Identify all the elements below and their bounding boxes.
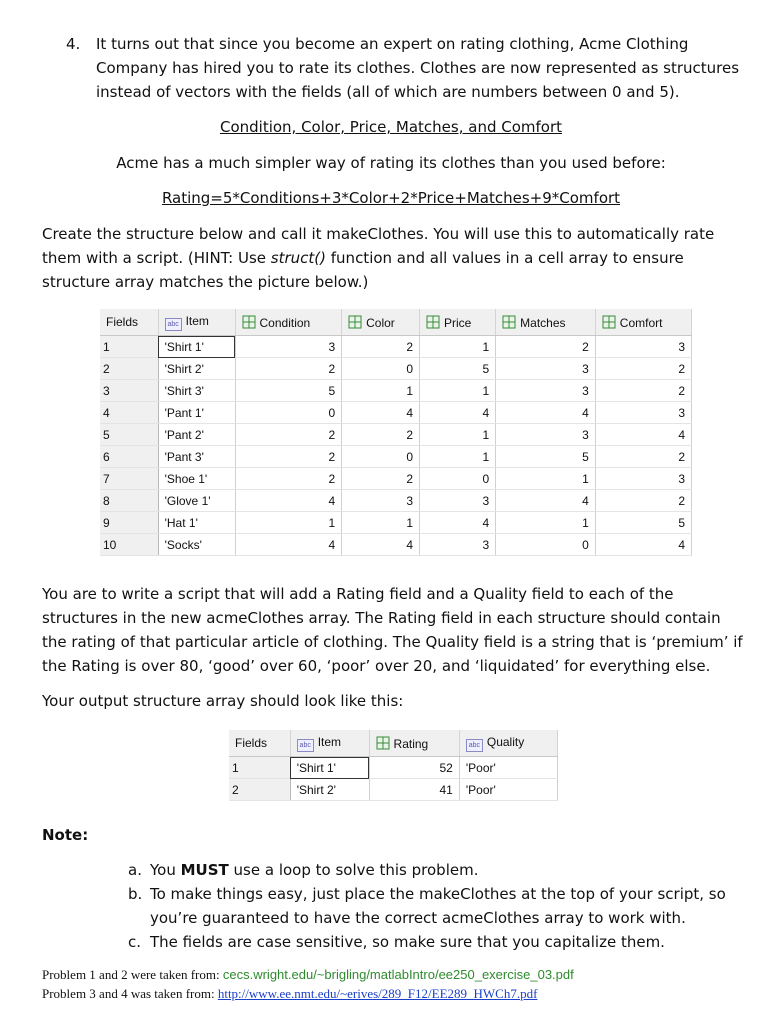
table-row (100, 490, 692, 512)
output-line: Your output structure array should look like this: (42, 692, 404, 710)
table-row (100, 424, 692, 446)
make-clothes-table (100, 309, 692, 556)
note-label: Note: (42, 826, 89, 844)
table-cell[interactable]: 'Socks' (158, 534, 235, 556)
grid-icon (376, 736, 390, 750)
grid-icon (502, 315, 516, 329)
table-cell[interactable]: 2 (595, 446, 691, 468)
note-list (128, 858, 740, 954)
abc-icon: abc (297, 739, 314, 752)
table-cell[interactable]: 2 (595, 358, 691, 380)
table-cell[interactable]: 1 (420, 336, 496, 358)
table-cell[interactable]: 1 (420, 424, 496, 446)
table-cell[interactable]: 2 (235, 468, 342, 490)
table-cell[interactable]: 1 (342, 512, 420, 534)
table-cell[interactable]: 4 (496, 490, 596, 512)
note-item (128, 930, 740, 954)
table-cell[interactable]: 'Shirt 1' (158, 336, 235, 358)
table-cell[interactable]: 0 (342, 358, 420, 380)
table-cell[interactable]: 3 (595, 402, 691, 424)
column-header-label: Fields (235, 736, 268, 750)
table-cell[interactable]: 2 (595, 490, 691, 512)
table-cell[interactable]: 4 (342, 534, 420, 556)
table-cell[interactable]: 5 (420, 358, 496, 380)
create-paragraph (42, 222, 746, 294)
table-cell[interactable]: 'Hat 1' (158, 512, 235, 534)
table-cell[interactable]: 0 (342, 446, 420, 468)
table-cell[interactable]: 2 (235, 424, 342, 446)
table-cell[interactable]: 'Shirt 2' (158, 358, 235, 380)
table-cell[interactable]: 5 (496, 446, 596, 468)
table-cell[interactable]: 4 (595, 424, 691, 446)
table-cell[interactable]: 5 (595, 512, 691, 534)
grid-icon (426, 315, 440, 329)
script-paragraph: You are to write a script that will add a Rating field and a Quality field to each of the structures in the new acmeClothes array. The Rating field in each structure should contain the rating of that particular article of clothing. The Quality field is a string that is ‘premium’ if the Rating is over 80, ‘good’ over 60, ‘poor’ over 20, and ‘liquidated’ for everything else. (42, 585, 743, 675)
column-header-label: Color (366, 315, 395, 330)
table-cell[interactable]: 4 (342, 402, 420, 424)
row-number: 7 (100, 468, 158, 490)
column-header-label: Condition (259, 315, 311, 330)
row-number: 1 (229, 757, 290, 779)
formula-line: Rating=5*Conditions+3*Color+2*Price+Matches+9*Comfort (161, 189, 621, 207)
grid-icon (348, 315, 362, 329)
table-cell[interactable]: 'Shoe 1' (158, 468, 235, 490)
note-item-emphasis: MUST (180, 861, 229, 879)
table-row (100, 358, 692, 380)
abc-icon: abc (165, 318, 182, 331)
table-cell[interactable]: 2 (342, 424, 420, 446)
note-item-text: The fields are case sensitive, so make sure that you capitalize them. (150, 933, 665, 951)
fields-line: Condition, Color, Price, Matches, and Comfort (219, 118, 563, 136)
table-row (100, 534, 692, 556)
abc-icon: abc (466, 739, 483, 752)
table-cell[interactable]: 4 (420, 402, 496, 424)
table-cell[interactable]: 52 (369, 757, 459, 779)
note-item (128, 858, 740, 882)
note-item (128, 882, 740, 930)
table-cell[interactable]: 2 (342, 468, 420, 490)
table-cell[interactable]: 'Pant 1' (158, 402, 235, 424)
table-cell[interactable]: 3 (342, 490, 420, 512)
table-cell[interactable]: 1 (420, 380, 496, 402)
column-header[interactable] (369, 730, 459, 757)
table-cell[interactable]: 1 (420, 446, 496, 468)
note-item-text: To make things easy, just place the makeClothes at the top of your script, so you’re guaranteed to have the correct acmeClothes array to work with. (150, 885, 726, 927)
problem-number: 4. (66, 35, 81, 53)
column-header[interactable] (342, 309, 420, 336)
table-cell[interactable]: 4 (595, 534, 691, 556)
output-table (229, 730, 558, 801)
column-header[interactable] (100, 309, 158, 336)
note-item-text-post: use a loop to solve this problem. (228, 861, 479, 879)
table-cell[interactable]: 4 (496, 402, 596, 424)
table-cell[interactable]: 2 (496, 336, 596, 358)
row-number: 9 (100, 512, 158, 534)
table-cell[interactable]: 'Shirt 2' (290, 779, 369, 801)
row-number: 10 (100, 534, 158, 556)
footer-label-1: Problem 1 and 2 were taken from: (42, 967, 223, 982)
footer-line-2 (42, 985, 537, 1003)
column-header-label: Item (185, 313, 209, 328)
table-cell[interactable]: 3 (420, 490, 496, 512)
row-number: 2 (100, 358, 158, 380)
table-cell[interactable]: 3 (595, 468, 691, 490)
note-item-letter: b. (128, 885, 143, 903)
table-row (100, 336, 692, 358)
column-header[interactable] (496, 309, 596, 336)
problem-intro: It turns out that since you become an expert on rating clothing, Acme Clothing Company has hired you to rate its clothes. Clothes are now represented as structures instead of vectors with the fields (all of which are numbers between 0 and 5). (96, 35, 740, 101)
table-row (100, 468, 692, 490)
table-row (229, 757, 558, 779)
table-cell[interactable]: 3 (496, 380, 596, 402)
table-cell[interactable]: 2 (595, 380, 691, 402)
table-cell[interactable]: 1 (235, 512, 342, 534)
table-cell[interactable]: 2 (235, 446, 342, 468)
table-cell[interactable]: 'Poor' (459, 779, 557, 801)
simpler-line: Acme has a much simpler way of rating its clothes than you used before: (116, 154, 666, 172)
table-cell[interactable]: 'Pant 2' (158, 424, 235, 446)
grid-icon (242, 315, 256, 329)
table-cell[interactable]: 'Pant 3' (158, 446, 235, 468)
table-cell[interactable]: 'Shirt 1' (290, 757, 369, 779)
table-cell[interactable]: 4 (235, 534, 342, 556)
column-header[interactable] (420, 309, 496, 336)
table-cell[interactable]: 'Shirt 3' (158, 380, 235, 402)
table-cell[interactable]: 1 (342, 380, 420, 402)
table-row (229, 779, 558, 801)
table-cell[interactable]: 3 (496, 358, 596, 380)
footer-line-1 (42, 966, 574, 984)
table-cell[interactable]: 0 (420, 468, 496, 490)
note-item-letter: c. (128, 933, 142, 951)
column-header[interactable] (595, 309, 691, 336)
table-cell[interactable]: 4 (235, 490, 342, 512)
row-number: 3 (100, 380, 158, 402)
column-header-label: Comfort (619, 315, 663, 330)
row-number: 1 (100, 336, 158, 358)
column-header-label: Item (317, 734, 342, 749)
table-cell[interactable]: 'Glove 1' (158, 490, 235, 512)
column-header[interactable] (158, 309, 235, 336)
table-cell[interactable]: 3 (595, 336, 691, 358)
row-number: 6 (100, 446, 158, 468)
grid-icon (602, 315, 616, 329)
note-item-letter: a. (128, 861, 142, 879)
footer-link-1[interactable]: cecs.wright.edu/~brigling/matlabIntro/ee250_exercise_03.pdf (222, 967, 574, 982)
table-cell[interactable]: 1 (496, 468, 596, 490)
row-number: 2 (229, 779, 290, 801)
table-cell[interactable]: 41 (369, 779, 459, 801)
table-cell[interactable]: 3 (420, 534, 496, 556)
create-text-pre: Create the structure below and call it makeClothes. You will use this to automatically rate them with a script. (HINT: Use (42, 225, 715, 267)
row-number: 8 (100, 490, 158, 512)
table-cell[interactable]: 4 (420, 512, 496, 534)
table-cell[interactable]: 2 (342, 336, 420, 358)
column-header[interactable] (459, 730, 557, 757)
table-row (100, 380, 692, 402)
table-cell[interactable]: 3 (496, 424, 596, 446)
table-row (100, 512, 692, 534)
struct-function: struct() (270, 249, 326, 267)
column-header[interactable] (229, 730, 290, 757)
table-row (100, 446, 692, 468)
note-item-text: You (150, 861, 181, 879)
column-header-label: Matches (520, 315, 566, 330)
column-header-label: Fields (106, 315, 139, 329)
column-header-label: Rating (393, 736, 429, 751)
table-cell[interactable]: 0 (496, 534, 596, 556)
footer-label-2: Problem 3 and 4 was taken from: (42, 986, 218, 1001)
table-cell[interactable]: 1 (496, 512, 596, 534)
column-header-label: Price (444, 315, 472, 330)
row-number: 5 (100, 424, 158, 446)
table-cell[interactable]: 'Poor' (459, 757, 557, 779)
column-header[interactable] (235, 309, 342, 336)
create-text-post: function and all values in a cell array to ensure structure array matches the picture below.) (42, 249, 684, 291)
table-cell[interactable]: 2 (235, 358, 342, 380)
column-header[interactable] (290, 730, 369, 757)
table-row (100, 402, 692, 424)
row-number: 4 (100, 402, 158, 424)
footer-link-2[interactable]: http://www.ee.nmt.edu/~erives/289_F12/EE289_HWCh7.pdf (217, 986, 538, 1001)
column-header-label: Quality (486, 734, 525, 749)
table-cell[interactable]: 5 (235, 380, 342, 402)
table-cell[interactable]: 0 (235, 402, 342, 424)
table-cell[interactable]: 3 (235, 336, 342, 358)
